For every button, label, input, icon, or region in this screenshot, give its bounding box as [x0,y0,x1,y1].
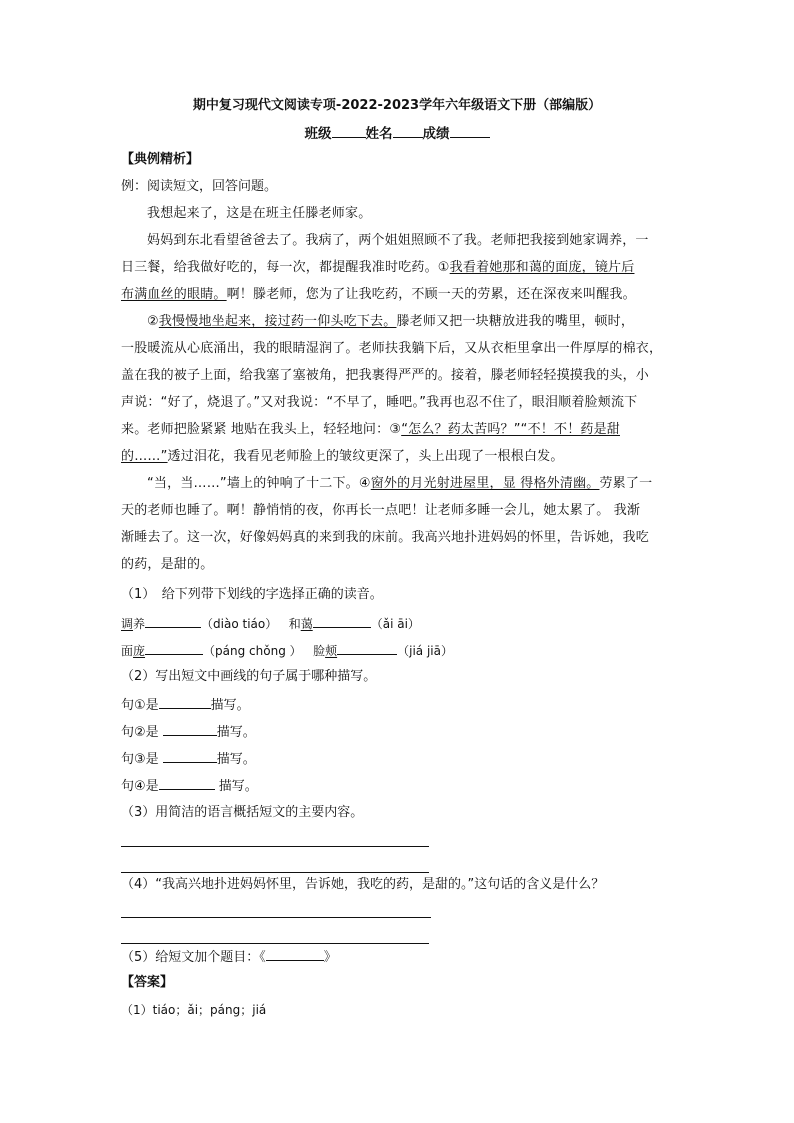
class-blank[interactable] [332,124,366,138]
passage-p3-line-5 [121,421,620,439]
answer-blank-1a[interactable] [145,614,201,628]
passage-p2-line-2 [121,259,634,277]
underlined-sentence-4: 窗外的月光射进屋里，显 得格外清幽。 [370,476,600,491]
passage-p3-line-1 [147,313,634,331]
answer-blank-2-3[interactable] [163,749,217,763]
passage-text: 劳累了一 [599,476,653,491]
passage-p2-line-3 [121,286,636,304]
item-suffix: 描写。 [216,725,256,740]
passage-p3-line-2: 一股暖流从心底涌出，我的眼睛湿润了。老师扶我躺下后，又从衣柜里拿出一件厚厚的棉衣， [121,341,663,356]
pinyin-options-1d: （jiá jiā） [397,644,453,658]
answer-blank-1b[interactable] [313,614,371,628]
answer-line-4b[interactable] [121,943,429,944]
target-char-diao: 调 [121,617,134,631]
answer-blank-2-1[interactable] [159,695,211,709]
answer-blank-5[interactable] [266,947,324,961]
answer-line-4a[interactable] [121,917,431,918]
score-label: 成绩 [422,126,450,142]
question-2: （2）写出短文中画线的句子属于哪种描写。 [121,669,377,684]
example-intro: 例：阅读短文，回答问题。 [121,179,278,194]
passage-text: 滕老师又把一块糖放进我的嘴里，顿时， [396,314,635,329]
question-2-item-2 [121,722,256,742]
question-5-close: 》 [323,950,337,965]
answer-blank-2-2[interactable] [163,722,217,736]
pinyin-options-1c: （páng chǒng ） [203,644,302,658]
item-label: 句③是 [121,752,163,767]
name-blank[interactable] [393,124,423,138]
underlined-sentence-3: “怎么？药太苦吗？”“不！不！药是甜 [401,422,620,437]
passage-p4-line-1 [147,475,652,493]
answer-line-3b[interactable] [121,872,429,873]
answer-blank-1c[interactable] [145,641,203,655]
item-label: 句④是 [121,779,159,794]
passage-paragraph-1: 我想起来了，这是在班主任滕老师家。 [147,206,372,221]
pinyin-options-1b: （ǎi āi） [370,617,420,631]
item-suffix: 描写。 [214,779,258,794]
question-5-text: （5）给短文加个题目：《 [121,950,266,965]
passage-text: 日三餐，给我做好吃的，每一次，都提醒我准时吃药。① [121,260,450,275]
word-prefix: 面 [121,644,134,658]
item-label: 句①是 [121,698,159,713]
answer-line-3a[interactable] [121,846,429,847]
word-rest: 养 [133,617,146,631]
name-label: 姓名 [365,126,393,142]
item-label: 句②是 [121,725,163,740]
section-answer-heading: 【答案】 [121,975,174,990]
passage-p3-line-3: 盖在我的被子上面，给我塞了塞被角，把我裹得严严的。接着，滕老师轻轻摸摸我的头，小 [121,368,650,383]
question-1: （1） 给下列带下划线的字选择正确的读音。 [121,587,383,602]
item-suffix: 描写。 [216,752,256,767]
question-2-item-3 [121,749,256,769]
question-1-row-1 [121,614,420,633]
passage-text: 透过泪花，我看见老师脸上的皱纹更深了，头上出现了一根根白发。 [167,449,564,464]
passage-p3-line-6 [121,448,564,466]
passage-p4-line-2: 天的老师也睡了。啊！静悄悄的夜，你再长一点吧！让老师多睡一会儿，她太累了。 我渐 [121,503,641,518]
passage-text: 啊！滕老师，您为了让我吃药，不顾一天的劳累，还在深夜来叫醒我。 [226,287,636,302]
sentence-marker-2: ② [147,314,159,329]
word-prefix: 脸 [313,644,326,658]
underlined-sentence-3-end: 的……” [121,449,168,464]
underlined-sentence-2: 我慢慢地坐起来，接过药一仰头吃下去。 [158,314,397,329]
class-label: 班级 [304,126,332,142]
passage-p2-line-1: 妈妈到东北看望爸爸去了。我病了，两个姐姐照顾不了我。老师把我接到她家调养，一 [147,233,649,248]
student-info-line [0,124,794,143]
section-example-heading: 【典例精析】 [121,152,200,167]
target-char-ai: 蔼 [300,617,313,631]
question-1-row-2 [121,641,453,660]
answer-1: （1）tiáo；ǎi；páng；jiá [121,1003,267,1017]
underlined-sentence-1-end: 布满血丝的眼睛。 [121,287,227,302]
question-4: （4）“我高兴地扑进妈妈怀里，告诉她，我吃的药，是甜的。”这句话的含义是什么？ [121,877,605,892]
word-prefix: 和 [288,617,301,631]
document-title: 期中复习现代文阅读专项-2022-2023学年六年级语文下册（部编版） [192,98,602,113]
passage-p4-line-3: 渐睡去了。这一次，好像妈妈真的来到我的床前。我高兴地扑进妈妈的怀里，告诉她，我吃 [121,530,650,545]
question-3: （3）用简洁的语言概括短文的主要内容。 [121,805,364,820]
pinyin-options-1a: （diào tiáo） [201,617,278,631]
underlined-sentence-1: 我看着她那和蔼的面庞，镜片后 [449,260,635,275]
passage-text: 来。老师把脸紧紧 地贴在我头上，轻轻地问：③ [121,422,402,437]
answer-blank-1d[interactable] [337,641,397,655]
question-2-item-4 [121,776,258,796]
target-char-jia: 颊 [325,644,338,658]
question-2-item-1 [121,695,250,715]
score-blank[interactable] [450,124,490,138]
passage-text: “当，当……”墙上的钟响了十二下。④ [147,476,371,491]
passage-p3-line-4: 声说：“好了，烧退了。”又对我说：“不早了，睡吧。”我再也忍不住了，眼泪顺着脸颊流下 [121,395,638,410]
answer-blank-2-4[interactable] [159,776,215,790]
item-suffix: 描写。 [210,698,250,713]
passage-p4-line-4: 的药，是甜的。 [121,557,214,572]
question-5 [121,947,337,967]
target-char-pang: 庞 [133,644,146,658]
